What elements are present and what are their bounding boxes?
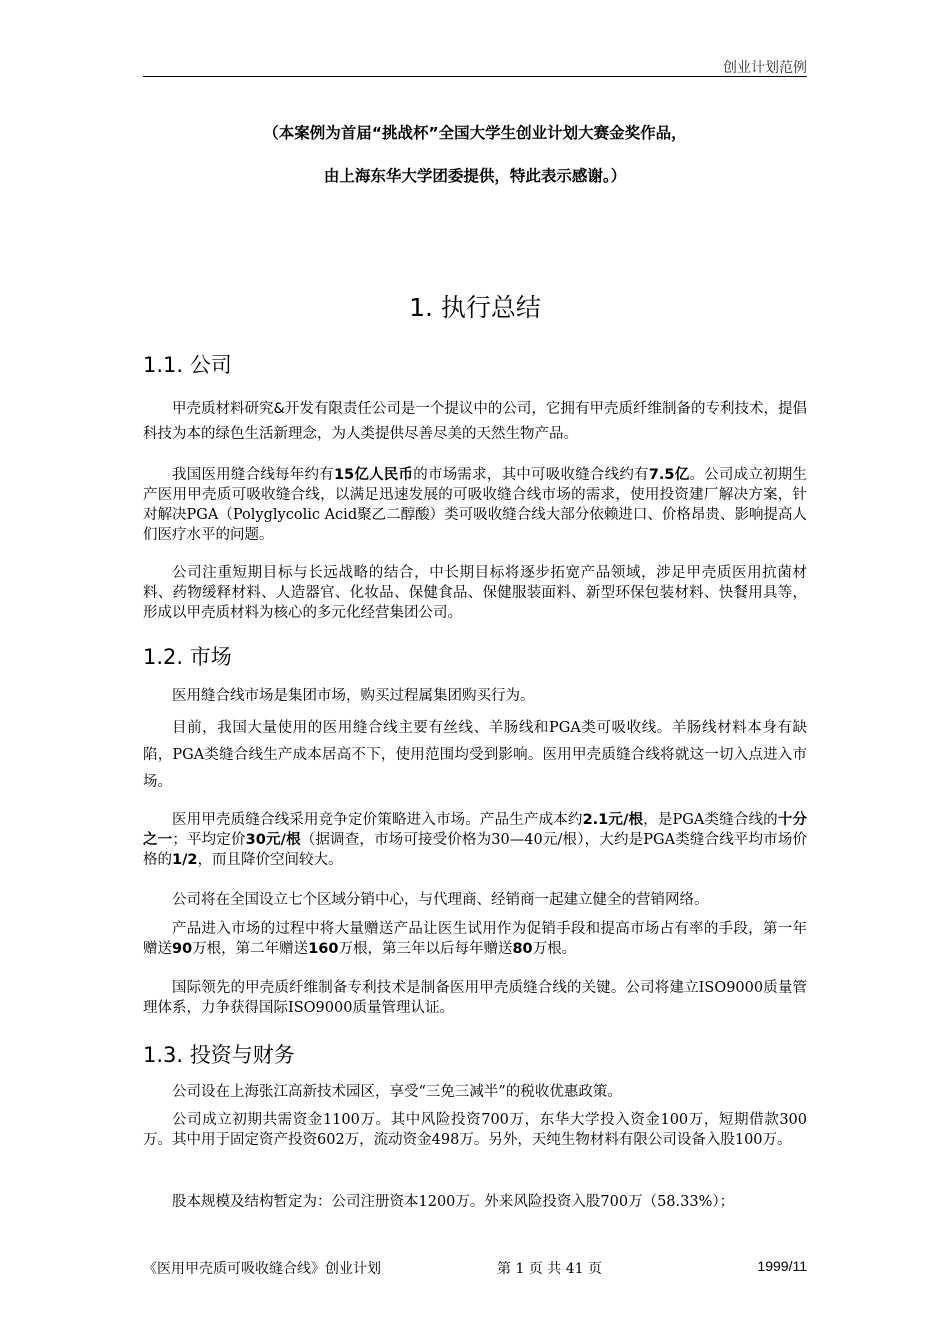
company-paragraph-2: 我国医用缝合线每年约有15亿人民币的市场需求，其中可吸收缝合线约有7.5亿。公司成立初期生产医用甲壳质可吸收缝合线，以满足迅速发展的可吸收缝合线市场的需求，使用投资建厂解决方案，针对解决PGA（Polyglycolic Acid聚乙二醇酸）类可吸收缝合线大部分依赖进口、价格昂贵、影响提高人们医疗水平的问题。 xyxy=(143,467,808,543)
section-title-finance: 1.3. 投资与财务 xyxy=(143,1043,295,1067)
market-paragraph-5: 产品进入市场的过程中将大量赠送产品让医生试用作为促销手段和提高市场占有率的手段，第一年赠送90万根，第二年赠送160万根，第三年以后每年赠送80万根。 xyxy=(143,921,807,957)
market-paragraph-1: 医用缝合线市场是集团市场，购买过程属集团购买行为。 xyxy=(172,688,535,704)
section-title-company: 1.1. 公司 xyxy=(143,353,232,377)
acknowledgement-line-2: 由上海东华大学团委提供，特此表示感谢。） xyxy=(323,167,627,185)
market-paragraph-6: 国际领先的甲壳质纤维制备专利技术是制备医用甲壳质缝合线的关键。公司将建立ISO9000质量管理体系，力争获得国际ISO9000质量管理认证。 xyxy=(143,980,807,1016)
company-name: 甲壳质材料研究&开发有限责任公司 xyxy=(172,401,401,417)
footer-date: 1999/11 xyxy=(757,1258,807,1274)
company-paragraph-1: 甲壳质材料研究&开发有限责任公司是一个提议中的公司，它拥有甲壳质纤维制备的专利技术，提倡科技为本的绿色生活新理念，为人类提供尽善尽美的天然生物产品。 xyxy=(143,401,808,442)
acknowledgement-line-1: （本案例为首届“挑战杯”全国大学生创业计划大赛金奖作品， xyxy=(263,124,687,142)
footer-page-number: 第 1 页 共 41 页 xyxy=(497,1261,602,1277)
finance-paragraph-2: 公司成立初期共需资金1100万。其中风险投资700万，东华大学投入资金100万，短期借款300万。其中用于固定资产投资602万，流动资金498万。另外，天纯生物材料有限公司设备入股100万。 xyxy=(143,1112,807,1148)
section-title-market: 1.2. 市场 xyxy=(143,645,232,669)
market-paragraph-2: 目前，我国大量使用的医用缝合线主要有丝线、羊肠线和PGA类可吸收线。羊肠线材料本身有缺陷，PGA类缝合线生产成本居高不下，使用范围均受到影响。医用甲壳质缝合线将就这一切入点进入市场。 xyxy=(143,720,807,790)
footer-document-title: 《医用甲壳质可吸收缝合线》创业计划 xyxy=(143,1261,381,1277)
chapter-title: 1. 执行总结 xyxy=(409,293,541,322)
finance-paragraph-3: 股本规模及结构暂定为：公司注册资本1200万。外来风险投资入股700万（58.33%）； xyxy=(172,1194,735,1210)
company-paragraph-3: 公司注重短期目标与长远战略的结合，中长期目标将逐步拓宽产品领域，涉足甲壳质医用抗菌材料、药物缓释材料、人造器官、化妆品、保健食品、保健服装面料、新型环保包装材料、快餐用具等，形成以甲壳质材料为核心的多元化经营集团公司。 xyxy=(143,565,807,621)
market-paragraph-4: 公司将在全国设立七个区域分销中心，与代理商、经销商一起建立健全的营销网络。 xyxy=(172,892,709,908)
header-divider xyxy=(143,76,807,77)
header-title: 创业计划范例 xyxy=(723,60,807,76)
finance-paragraph-1: 公司设在上海张江高新技术园区，享受“三免三减半”的税收优惠政策。 xyxy=(172,1084,622,1100)
market-paragraph-3: 医用甲壳质缝合线采用竞争定价策略进入市场。产品生产成本约2.1元/根，是PGA类缝合线的十分之一；平均定价30元/根（据调查，市场可接受价格为30—40元/根），大约是PGA类缝合线平均市场价格的1/2，而且降价空间较大。 xyxy=(143,812,808,868)
